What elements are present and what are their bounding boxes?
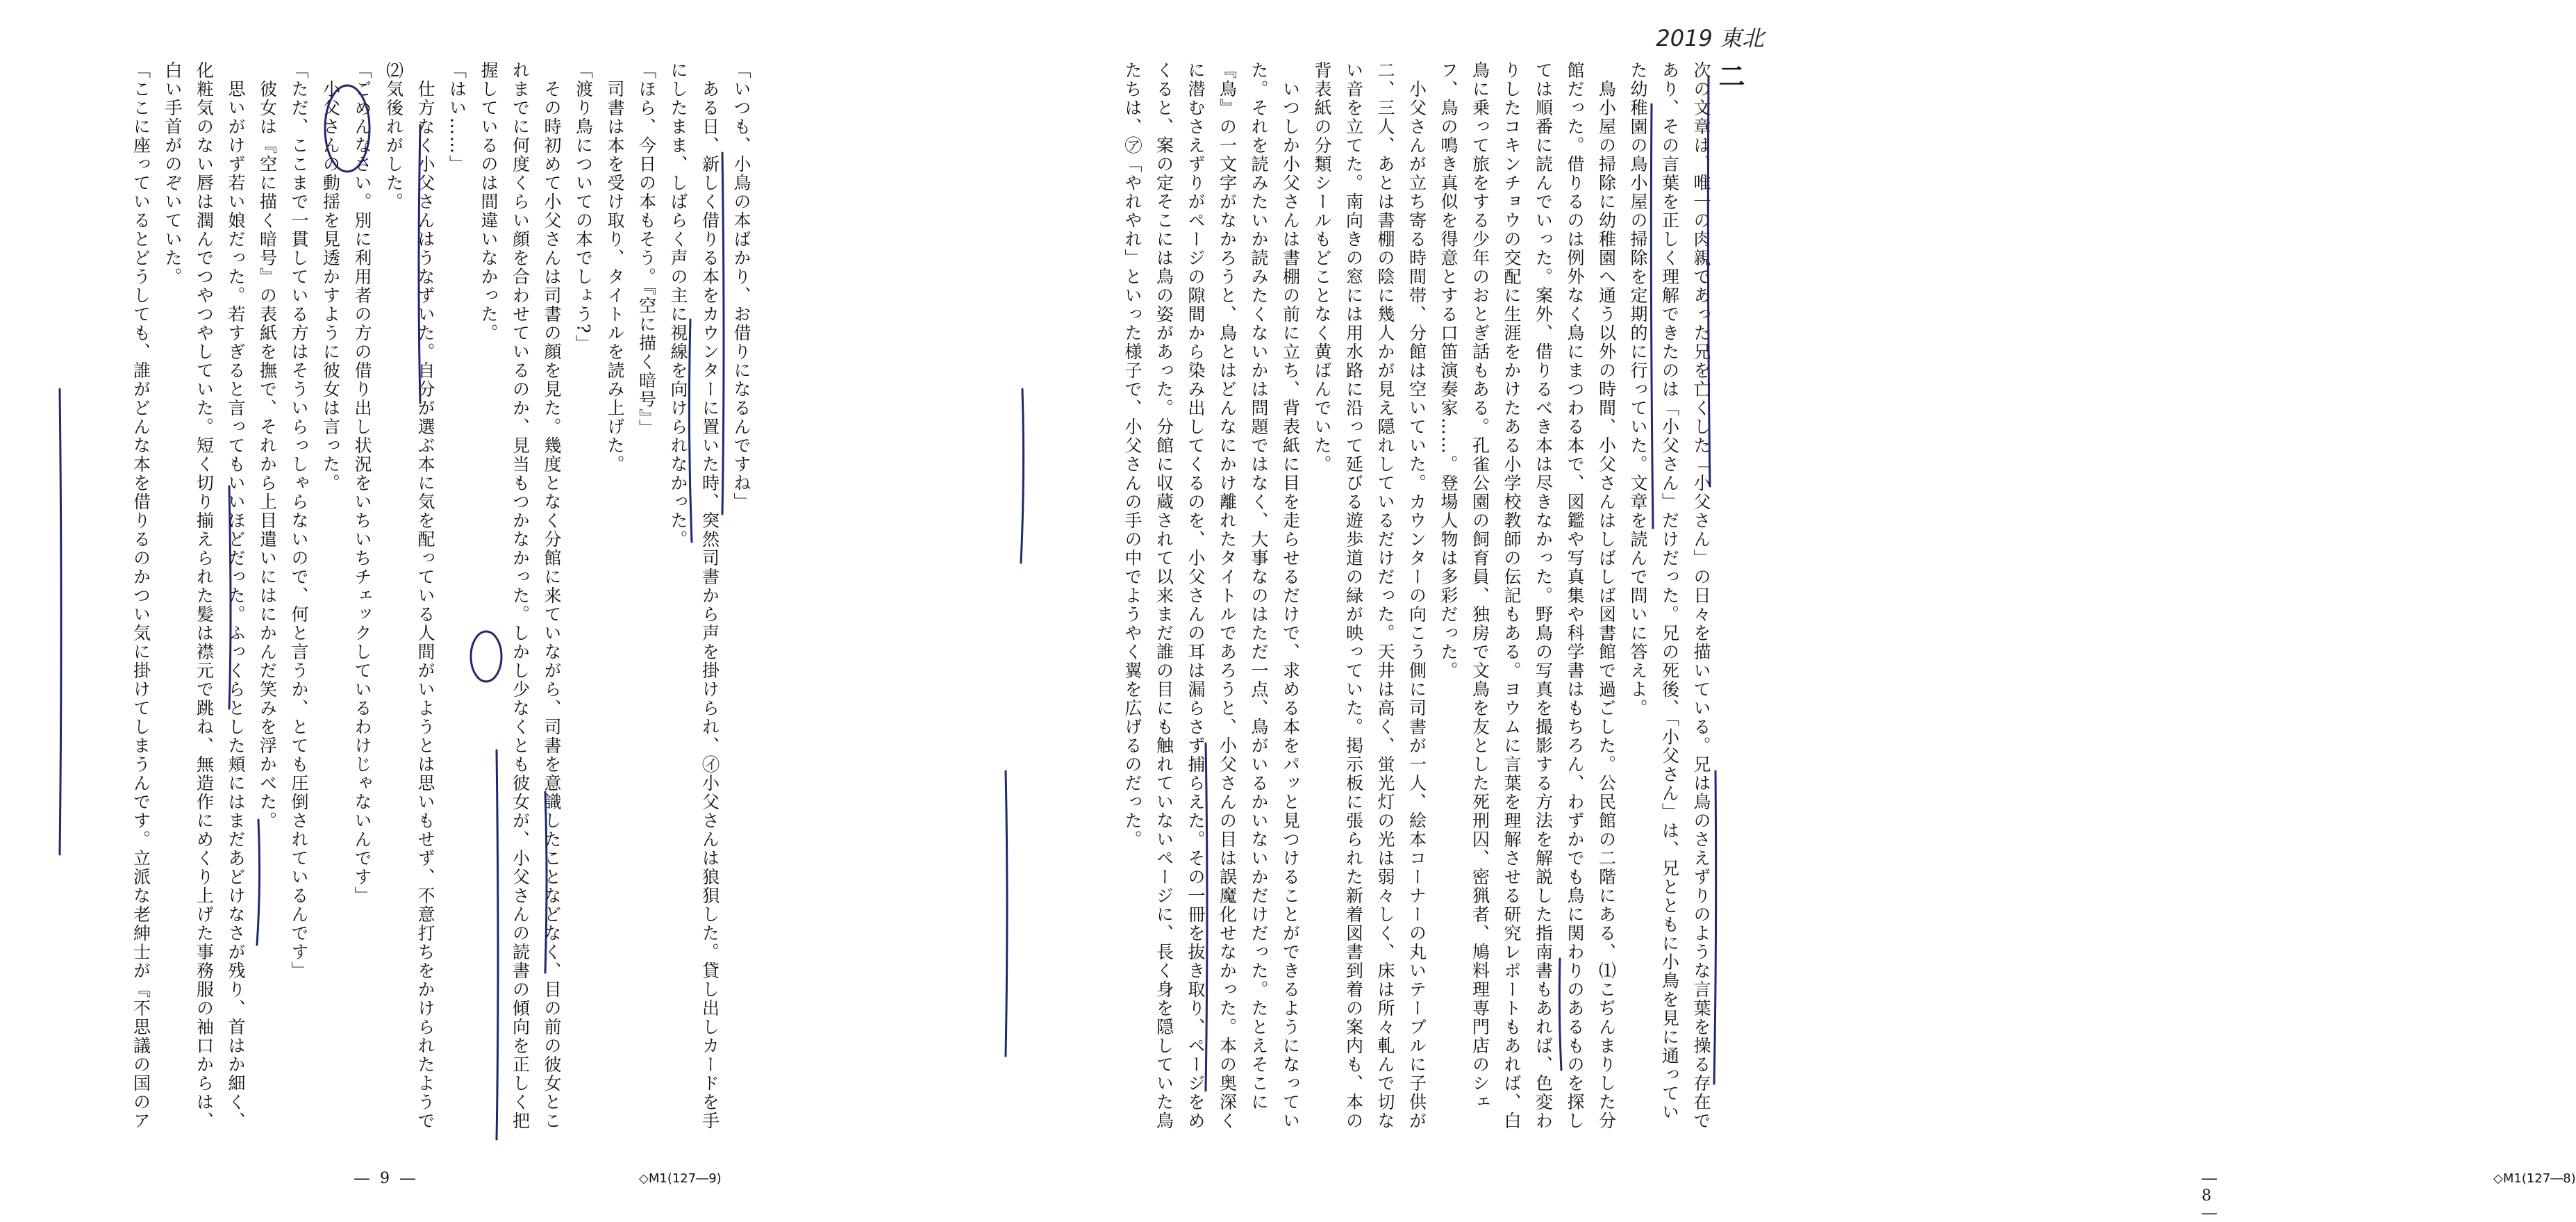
left-page-text: 「いつも、小鳥の本ばかり、お借りになるんですね」 ある日、新しく借りる本をカウンターに置いた時、突然司書から声を掛けられ、㋑小父さんは狼狽した。貸し出しカードを手にしたまま、しばらく声の主に視線を向けられなかった。 「ほら、今日の本もそう。『空に描く暗号』」 司書は本を受け取り、タイトルを読み上げた。 「渡り鳥についての本でしょう?」 その時初めて小父さんは司書の顔を見た。幾度となく分館に来ていながら、司書を意識したことなどなく、目の前の彼女とこれまでに何度くらい顔を合わせているのか、見当もつかなかった。しかし少なくとも彼女が、小父さんの読書の傾向を正しく把握しているのは間違いなかった。 「はい……」 仕方なく小父さんはうなずいた。自分が選ぶ本に気を配っている人間がいようとは思いもせず、不意打ちをかけられたようで⑵気後れがした。 「ごめんなさい。別に利用者の方の借り出し状況をいちいちチェックしているわけじゃないんです」 小父さんの動揺を見透かすように彼女は言った。 「ただ、ここまで一貫している方はそういらっしゃらないので、何と言うか、とても圧倒されているんです」 彼女は『空に描く暗号』の表紙を撫で、それから上目遣いにはにかんだ笑みを浮かべた。 思いがけず若い娘だった。若すぎると言ってもいいほどだった。ふっくらとした頬にはまだあどけなさが残り、首はか細く、化粧気のない唇は潤んでつやつやしていた。短く切り揃えられた髪は襟元で跳ね、無造作にめくり上げた事務服の袖口からは、白い手首がのぞいていた。 「ここに座っているとどうしても、誰がどんな本を借りるのかつい気に掛けてしまうんです。立派な老紳士が『不思議の国のア <box>131 61 751 1130</box>
left-page <box>0 0 889 1208</box>
right-exam-code: ◇M1(127―8) <box>2493 1171 2576 1186</box>
right-page <box>889 0 2576 1222</box>
right-page-text: 次の文章は、唯一の肉親であった兄を亡くした「小父さん」の日々を描いている。兄は鳥のさえずりのような言葉を操る存在であり、その言葉を正しく理解できたのは「小父さん」だけだった。兄の死後、「小父さん」は、兄とともに小鳥を見に通っていた幼稚園の鳥小屋の掃除を定期的に行っていた。文章を読んで問いに答えよ。 鳥小屋の掃除に幼稚園へ通う以外の時間、小父さんはしばしば図書館で過ごした。公民館の二階にある、⑴こぢんまりした分館だった。借りるのは例外なく鳥にまつわる本で、図鑑や写真集や科学書はもちろん、わずかでも鳥に関わりのあるものを探しては順番に読んでいった。案外、借りるべき本は尽きなかった。野鳥の写真を撮影する方法を解説した指南書もあれば、色変わりしたコキンチョウの交配に生涯をかけたある小学校教師の伝記もある。ヨウムに言葉を理解させる研究レポートもあれば、白鳥に乗って旅をする少年のおとぎ話もある。孔雀公園の飼育員、独房で文鳥を友とした死刑囚、密猟者、鳩料理専門店のシェフ、鳥の鳴き真似を得意とする口笛演奏家……。登場人物は多彩だった。 小父さんが立ち寄る時間帯、分館は空いていた。カウンターの向こう側に司書が一人、絵本コーナーの丸いテーブルに子供が二、三人、あとは書棚の陰に幾人かが見え隠れしているだけだった。天井は高く、蛍光灯の光は弱々しく、床は所々軋んで切ない音を立てた。南向きの窓には用水路に沿って延びる遊歩道の緑が映っていた。掲示板に張られた新着図書到着の案内も、本の背表紙の分類シールもどことなく黄ばんでいた。 いつしか小父さんは書棚の前に立ち、背表紙に目を走らせるだけで、求める本をパッと見つけることができるようになっていた。それを読みたいか読みたくないかは問題ではなく、大事なのはただ一点、鳥がいるかいないかだけだった。たとえそこに『鳥』の一文字がなかろうと、鳥とはどんなにかけ離れたタイトルであろうと、小父さんの目は誤魔化せなかった。本の奥深くに潜むさえずりがページの隙間から染み出してくるのを、小父さんの耳は漏らさず捕らえた。その一冊を抜き取り、ページをめくると、案の定そこには鳥の姿があった。分館に収蔵されて以来まだ誰の目にも触れていないページに、長く身を隠していた鳥たちは、㋐「やれやれ」といった様子で、小父さんの手の中でようやく翼を広げるのだった。 <box>1122 61 1711 1130</box>
left-page-number: ― 9 ― <box>354 1170 418 1187</box>
right-page-number: ― 8 ― <box>2202 1170 2220 1222</box>
left-exam-code: ◇M1(127―9) <box>639 1171 722 1186</box>
handwritten-note: 2019 東北 <box>1656 25 1764 51</box>
question-number: 二 <box>1714 63 1745 89</box>
